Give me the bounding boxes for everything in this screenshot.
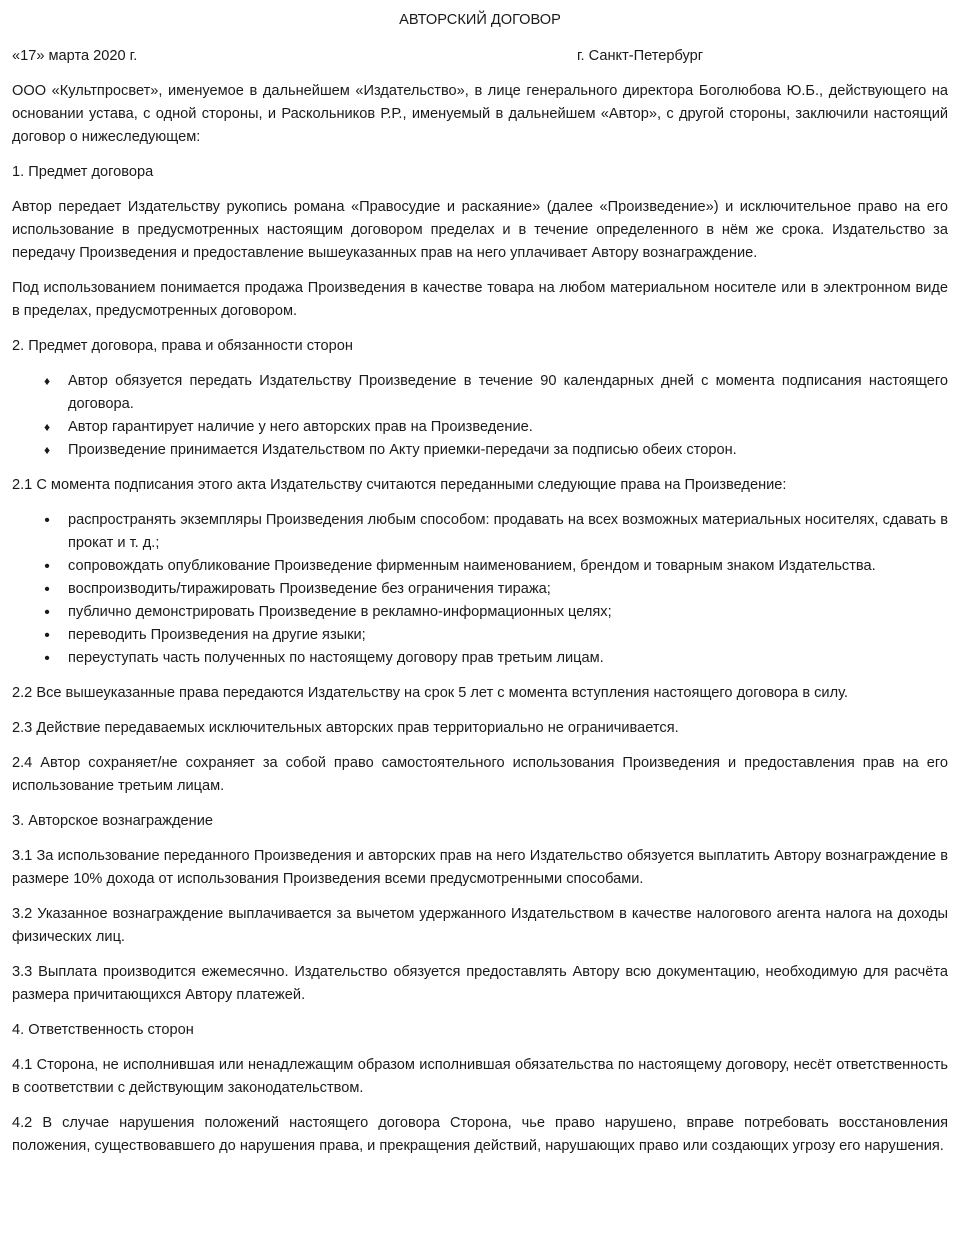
diamond-bullet-icon: ♦ (43, 443, 51, 457)
date-place-row (12, 45, 948, 68)
list-item (12, 601, 948, 624)
clause-4-1: 4.1 Сторона, не исполнившая или ненадлежащим образом исполнившая обязательства по настоящему договору, несёт ответственность в соответствии с действующим законодательством. (12, 1057, 948, 1096)
clause-2-1-rights-list (12, 509, 948, 670)
section-1-paragraph-1: Автор передает Издательству рукопись романа «Правосудие и раскаяние» (далее «Произведение») и исключительное право на его использование в предусмотренных настоящим договором пределах и в течение определенного в нём же срока. Издательство за передачу Произведения и предоставление вышеуказанных прав на него уплачивает Автору вознаграждение. (12, 199, 948, 261)
dot-bullet-icon: • (44, 581, 50, 598)
section-3-heading: 3. Авторское вознаграждение (12, 813, 213, 829)
contract-city: г. Санкт-Петербург (577, 48, 704, 64)
section-1-paragraph-2: Под использованием понимается продажа Произведения в качестве товара на любом материальном носителе или в электронном виде в пределах, предусмотренных договором. (12, 280, 948, 319)
clause-3-2: 3.2 Указанное вознаграждение выплачивается за вычетом удержанного Издательством в качестве налогового агента налога на доходы физических лиц. (12, 906, 948, 945)
section-1-heading: 1. Предмет договора (12, 164, 154, 180)
list-item (12, 370, 948, 416)
clause-3-3: 3.3 Выплата производится ежемесячно. Издательство обязуется предоставлять Автору всю документацию, необходимую для расчёта размера причитающихся Автору платежей. (12, 964, 948, 1003)
document-title: АВТОРСКИЙ ДОГОВОР (399, 12, 561, 28)
intro-paragraph: ООО «Культпросвет», именуемое в дальнейшем «Издательство», в лице генерального директора Боголюбова Ю.Б., действующего на основании устава, с одной стороны, и Раскольников Р.Р., именуемый в дальнейшем «Автор», с другой стороны, заключили настоящий договор о нижеследующем: (12, 83, 948, 145)
list-item-text: переводить Произведения на другие языки; (68, 627, 366, 643)
dot-bullet-icon: • (44, 604, 50, 621)
clause-4-2: 4.2 В случае нарушения положений настоящего договора Сторона, чье право нарушено, вправе потребовать восстановления положения, существовавшего до нарушения права, и прекращения действий, нарушающих право или создающих угрозу его нарушения. (12, 1115, 948, 1154)
list-item (12, 416, 948, 439)
clause-2-1: 2.1 С момента подписания этого акта Издательству считаются переданными следующие права на Произведение: (12, 477, 787, 493)
list-item (12, 578, 948, 601)
list-item (12, 555, 948, 578)
contract-date: «17» марта 2020 г. (12, 48, 138, 64)
list-item-text: Автор обязуется передать Издательству Произведение в течение 90 календарных дней с момента подписания настоящего договора. (68, 373, 948, 412)
section-2-obligations-list (12, 370, 948, 462)
clause-2-3: 2.3 Действие передаваемых исключительных авторских прав территориально не ограничивается. (12, 720, 679, 736)
list-item-text: Произведение принимается Издательством по Акту приемки-передачи за подписью обеих сторон. (68, 442, 737, 458)
list-item-text: переуступать часть полученных по настоящему договору прав третьим лицам. (68, 650, 604, 666)
diamond-bullet-icon: ♦ (43, 420, 51, 434)
list-item (12, 647, 948, 670)
list-item-text: сопровождать опубликование Произведение фирменным наименованием, брендом и товарным знаком Издательства. (68, 558, 876, 574)
list-item-text: Автор гарантирует наличие у него авторских прав на Произведение. (68, 419, 533, 435)
list-item-text: публично демонстрировать Произведение в рекламно-информационных целях; (68, 604, 612, 620)
section-2-heading: 2. Предмет договора, права и обязанности сторон (12, 338, 353, 354)
dot-bullet-icon: • (44, 558, 50, 575)
dot-bullet-icon: • (44, 512, 50, 529)
dot-bullet-icon: • (44, 627, 50, 644)
diamond-bullet-icon: ♦ (43, 374, 51, 388)
clause-2-4: 2.4 Автор сохраняет/не сохраняет за собой право самостоятельного использования Произведения и предоставления прав на его использование третьим лицам. (12, 755, 948, 794)
list-item (12, 509, 948, 555)
dot-bullet-icon: • (44, 650, 50, 667)
list-item-text: воспроизводить/тиражировать Произведение без ограничения тиража; (68, 581, 551, 597)
list-item (12, 624, 948, 647)
list-item (12, 439, 948, 462)
clause-2-2: 2.2 Все вышеуказанные права передаются Издательству на срок 5 лет с момента вступления настоящего договора в силу. (12, 685, 848, 701)
clause-3-1: 3.1 За использование переданного Произведения и авторских прав на него Издательство обязуется выплатить Автору вознаграждение в размере 10% дохода от использования Произведения всеми предусмотренными способами. (12, 848, 948, 887)
list-item-text: распространять экземпляры Произведения любым способом: продавать на всех возможных материальных носителях, сдавать в прокат и т. д.; (68, 512, 948, 551)
section-4-heading: 4. Ответственность сторон (12, 1022, 194, 1038)
